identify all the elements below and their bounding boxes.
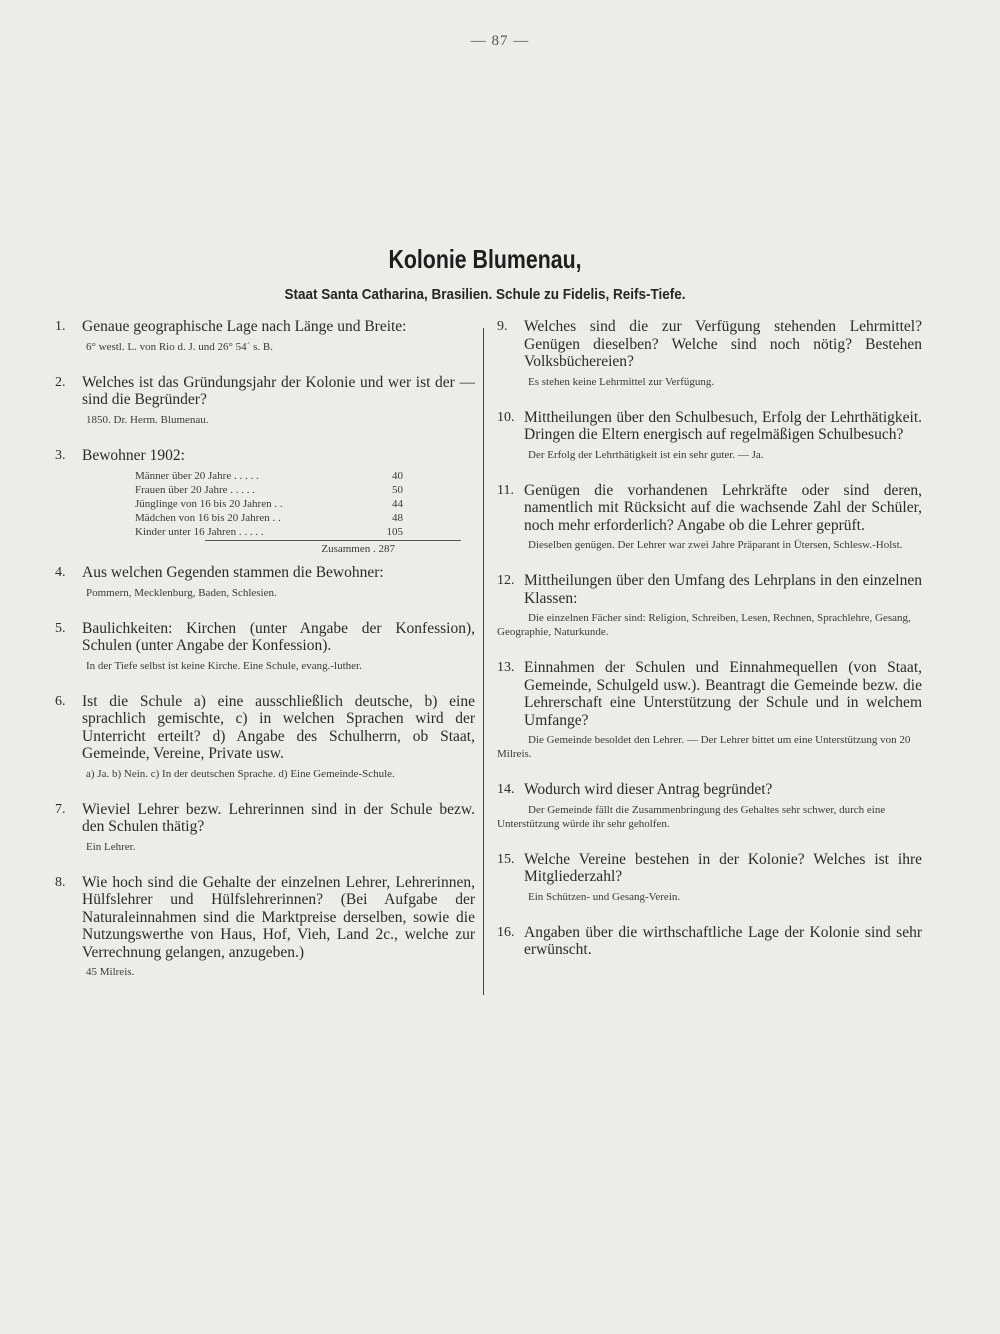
question-13: [497, 659, 922, 761]
question-10: [497, 409, 922, 462]
residents-label: Kinder unter 16 Jahren . . . . .: [135, 526, 264, 538]
answer-text: 1850. Dr. Herm. Blumenau.: [86, 413, 209, 426]
residents-row: [135, 469, 403, 483]
question-2: [55, 374, 475, 427]
question-text: Genügen die vorhandenen Lehrkräfte oder sind deren, namentlich mit Rücksicht auf die wachsende Zahl der Schüler, noch mehr erforderlich? Angabe ob die Lehrer geprüft.: [524, 481, 922, 534]
question-number: 12.: [497, 573, 515, 588]
residents-sum-rule: [205, 540, 461, 541]
column-divider: [483, 328, 484, 995]
answer-text: Es stehen keine Lehrmittel zur Verfügung.: [528, 375, 715, 388]
question-text: Wodurch wird dieser Antrag begründet?: [524, 781, 773, 798]
document-subtitle: Staat Santa Catharina, Brasilien. Schule zu Fidelis, Reifs-Tiefe.: [284, 286, 686, 303]
question-number: 14.: [497, 782, 515, 797]
residents-value: 48: [392, 512, 403, 524]
question-text: Baulichkeiten: Kirchen (unter Angabe der Konfession), Schulen (unter Angabe der Konfession).: [82, 619, 475, 654]
question-number: 15.: [497, 851, 515, 867]
document-title: Kolonie Blumenau,: [388, 244, 582, 274]
page-number: — 87 —: [470, 33, 530, 49]
question-number: 13.: [497, 660, 515, 675]
question-text: Einnahmen der Schulen und Einnahmequellen (von Staat, Gemeinde, Schulgeld usw.). Beantragt die Gemeinde bezw. die Lehrerschaft eine Unterstützung der Schule und in welchem Umfange?: [524, 659, 922, 729]
question-number: 9.: [497, 319, 508, 334]
answer-text: Ein Schützen- und Gesang-Verein.: [528, 890, 681, 903]
residents-row: [135, 525, 403, 539]
question-1: [55, 318, 475, 354]
question-text: Angaben über die wirthschaftliche Lage der Kolonie sind sehr erwünscht.: [524, 923, 922, 958]
question-11: [497, 482, 922, 553]
answer-text: Die einzelnen Fächer sind: Religion, Schreiben, Lesen, Rechnen, Sprachlehre, Gesang, Geographie, Naturkunde.: [497, 612, 911, 638]
question-text: Ist die Schule a) eine ausschließlich deutsche, b) eine sprachlich gemischte, c) in welchen Sprachen wird der Unterricht erteilt? d) Angabe des Schulherrn, ob Staat, Gemeinde, Vereine, Private usw.: [82, 692, 475, 762]
residents-total: Zusammen . 287: [321, 543, 395, 555]
residents-label: Männer über 20 Jahre . . . . .: [135, 470, 259, 482]
question-text: Bewohner 1902:: [82, 446, 185, 464]
residents-row: [135, 483, 403, 497]
question-number: 2.: [55, 374, 66, 390]
answer-text: Der Gemeinde fällt die Zusammenbringung des Gehaltes sehr schwer, durch eine Unterstützung würde ihr sehr geholfen.: [497, 803, 886, 830]
answer-text: 6° westl. L. von Rio d. J. und 26° 54´ s. B.: [86, 340, 273, 353]
question-12: [497, 572, 922, 639]
question-text: Aus welchen Gegenden stammen die Bewohner:: [82, 564, 384, 581]
residents-row: [135, 511, 403, 525]
answer-text: 45 Milreis.: [86, 966, 135, 978]
question-number: 10.: [497, 409, 515, 425]
residents-label: Jünglinge von 16 bis 20 Jahren . .: [135, 498, 283, 510]
answer-text: Der Erfolg der Lehrthätigkeit ist ein sehr guter. — Ja.: [528, 448, 764, 461]
left-column: [55, 318, 475, 979]
question-text: Welche Vereine bestehen in der Kolonie? Welches ist ihre Mitgliederzahl?: [524, 850, 922, 885]
question-number: 3.: [55, 447, 66, 463]
question-8: [55, 874, 475, 980]
answer-text: a) Ja. b) Nein. c) In der deutschen Sprache. d) Eine Gemeinde-Schule.: [86, 767, 395, 780]
question-number: 4.: [55, 565, 66, 580]
question-number: 5.: [55, 620, 66, 636]
question-4: [55, 564, 475, 600]
question-6: [55, 693, 475, 781]
question-text: Wie hoch sind die Gehalte der einzelnen Lehrer, Lehrerinnen, Hülfslehrer und Hülfslehrerinnen? (Bei Aufgabe der Naturaleinnahmen sind die Marktpreise derselben, sowie die Nutzungswerthe von Haus, Hof, Vieh, Land 2c., welche zur Verrechnung gelangen, anzugeben.): [82, 873, 475, 961]
residents-value: 105: [386, 526, 403, 538]
residents-label: Frauen über 20 Jahre . . . . .: [135, 484, 256, 496]
question-9: [497, 318, 922, 389]
answer-text: In der Tiefe selbst ist keine Kirche. Eine Schule, evang.-luther.: [86, 659, 362, 672]
question-number: 8.: [55, 874, 66, 890]
question-text: Mittheilungen über den Umfang des Lehrplans in den einzelnen Klassen:: [524, 572, 922, 607]
question-text: Welches sind die zur Verfügung stehenden Lehrmittel? Genügen dieselben? Welche sind noch nötig? Bestehen Volksbüchereien?: [524, 318, 922, 370]
answer-text: Ein Lehrer.: [86, 840, 136, 853]
residents-row: [135, 497, 403, 511]
question-number: 1.: [55, 319, 66, 334]
question-15: [497, 851, 922, 904]
residents-value: 50: [392, 484, 403, 496]
question-number: 6.: [55, 693, 66, 709]
question-number: 16.: [497, 924, 515, 940]
residents-value: 40: [392, 470, 403, 482]
residents-table: [135, 469, 403, 556]
question-number: 11.: [497, 482, 514, 498]
question-7: [55, 801, 475, 854]
question-text: Welches ist das Gründungsjahr der Kolonie und wer ist der — sind die Begründer?: [82, 373, 475, 408]
question-3: [55, 447, 475, 557]
question-5: [55, 620, 475, 673]
question-number: 7.: [55, 801, 66, 817]
answer-text: Pommern, Mecklenburg, Baden, Schlesien.: [86, 586, 277, 599]
question-text: Genaue geographische Lage nach Länge und Breite:: [82, 318, 407, 335]
question-text: Mittheilungen über den Schulbesuch, Erfolg der Lehrthätigkeit. Dringen die Eltern energisch auf regelmäßigen Schulbesuch?: [524, 408, 922, 443]
question-14: [497, 781, 922, 831]
answer-text: Die Gemeinde besoldet den Lehrer. — Der Lehrer bittet um eine Unterstützung von 20 Milreis.: [497, 734, 911, 760]
question-text: Wieviel Lehrer bezw. Lehrerinnen sind in der Schule bezw. den Schulen thätig?: [82, 800, 475, 835]
residents-label: Mädchen von 16 bis 20 Jahren . .: [135, 512, 281, 524]
answer-text: Dieselben genügen. Der Lehrer war zwei Jahre Präparant in Ütersen, Schlesw.-Holst.: [528, 539, 903, 551]
right-column: [497, 318, 922, 959]
question-16: [497, 924, 922, 959]
residents-value: 44: [392, 498, 403, 510]
